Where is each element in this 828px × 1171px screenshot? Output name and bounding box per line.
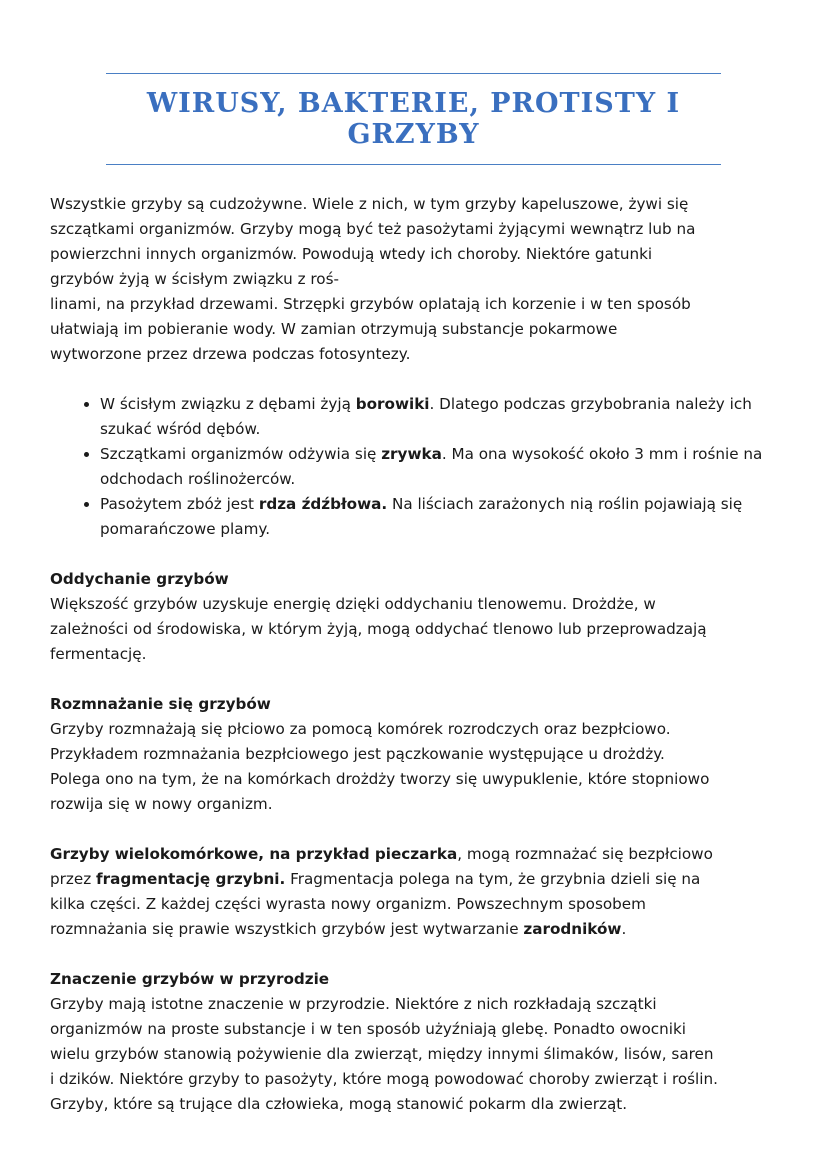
- importance-section: [50, 967, 780, 1117]
- text-line: Grzyby rozmnażają się płciowo za pomocą komórek rozrodczych oraz bezpłciowo.: [50, 720, 671, 738]
- text-line: zależności od środowiska, w którym żyją, mogą oddychać tlenowo lub przeprowadzają: [50, 620, 707, 638]
- text-line: wielu grzybów stanowią pożywienie dla zwierząt, między innymi ślimaków, lisów, saren: [50, 1045, 714, 1063]
- text-line: kilka części. Z każdej części wyrasta nowy organizm. Powszechnym sposobem: [50, 895, 646, 913]
- section-paragraph: [50, 592, 780, 667]
- text-span: W ścisłym związku z dębami żyją: [100, 395, 356, 413]
- text-span: . Dlatego podczas grzybobrania należy ich szukać wśród dębów.: [100, 395, 752, 438]
- section-paragraph: [50, 992, 780, 1117]
- list-item: [100, 492, 780, 542]
- text-line: Wszystkie grzyby są cudzożywne. Wiele z nich, w tym grzyby kapeluszowe, żywi się: [50, 195, 689, 213]
- bold-term: zarodników: [523, 920, 622, 938]
- page-title: [106, 88, 721, 150]
- text-line: Grzyby mają istotne znaczenie w przyrodzie. Niektóre z nich rozkładają szczątki: [50, 995, 657, 1013]
- text-line: linami, na przykład drzewami. Strzępki grzybów oplatają ich korzenie i w ten sposób: [50, 295, 691, 313]
- text-span: Szczątkami organizmów odżywia się: [100, 445, 382, 463]
- bold-term: fragmentację grzybni.: [96, 870, 286, 888]
- fungi-examples-list: [50, 392, 780, 542]
- text-line: szczątkami organizmów. Grzyby mogą być też pasożytami żyjącymi wewnątrz lub na: [50, 220, 696, 238]
- text-line: Większość grzybów uzyskuje energię dzięki oddychaniu tlenowemu. Drożdże, w: [50, 595, 656, 613]
- page-title-line: GRZYBY: [347, 119, 480, 150]
- intro-paragraph: [50, 192, 780, 367]
- text-line: grzybów żyją w ścisłym związku z roś-: [50, 270, 339, 288]
- page-title-line: WIRUSY, BAKTERIE, PROTISTY I: [146, 88, 681, 119]
- text-span: Pasożytem zbóż jest: [100, 495, 259, 513]
- section-paragraph: [50, 717, 780, 817]
- text-line: ułatwiają im pobieranie wody. W zamian otrzymują substancje pokarmowe: [50, 320, 618, 338]
- text-span: rozmnażania się prawie wszystkich grzybów jest wytwarzanie: [50, 920, 524, 938]
- list-item: [100, 392, 780, 442]
- bold-term: borowiki: [355, 395, 430, 413]
- section-heading: Rozmnażanie się grzybów: [50, 695, 271, 713]
- respiration-section: [50, 567, 780, 667]
- title-top-rule: [106, 73, 721, 74]
- text-line: organizmów na proste substancje i w ten sposób użyźniają glebę. Ponadto owocniki: [50, 1020, 686, 1038]
- text-span: Fragmentacja polega na tym, że grzybnia dzieli się na: [285, 870, 701, 888]
- document-body: [50, 192, 780, 1142]
- text-span: , mogą rozmnażać się bezpłciowo: [457, 845, 713, 863]
- text-line: fermentację.: [50, 645, 147, 663]
- title-bottom-rule: [106, 164, 721, 165]
- reproduction-section: [50, 692, 780, 817]
- text-line: i dzików. Niektóre grzyby to pasożyty, które mogą powodować choroby zwierząt i roślin.: [50, 1070, 718, 1088]
- text-line: wytworzone przez drzewa podczas fotosyntezy.: [50, 345, 411, 363]
- bold-term: Grzyby wielokomórkowe, na przykład pieczarka: [50, 845, 458, 863]
- text-span: . Ma ona wysokość około 3 mm i rośnie na odchodach roślinożerców.: [100, 445, 763, 488]
- section-heading: Znaczenie grzybów w przyrodzie: [50, 970, 330, 988]
- bold-term: zrywka: [381, 445, 442, 463]
- text-line: powierzchni innych organizmów. Powodują wtedy ich choroby. Niektóre gatunki: [50, 245, 653, 263]
- text-line: rozwija się w nowy organizm.: [50, 795, 273, 813]
- text-span: Na liściach zarażonych nią roślin pojawiają się pomarańczowe plamy.: [100, 495, 743, 538]
- multicellular-section: [50, 842, 780, 942]
- section-paragraph: [50, 842, 780, 942]
- list-item: [100, 442, 780, 492]
- text-span: przez: [50, 870, 97, 888]
- text-line: Polega ono na tym, że na komórkach drożdży tworzy się uwypuklenie, które stopniowo: [50, 770, 710, 788]
- text-span: .: [621, 920, 627, 938]
- bold-term: rdza źdźbłowa.: [258, 495, 388, 513]
- text-line: Grzyby, które są trujące dla człowieka, mogą stanowić pokarm dla zwierząt.: [50, 1095, 628, 1113]
- text-line: Przykładem rozmnażania bezpłciowego jest pączkowanie występujące u drożdży.: [50, 745, 665, 763]
- section-heading: Oddychanie grzybów: [50, 570, 229, 588]
